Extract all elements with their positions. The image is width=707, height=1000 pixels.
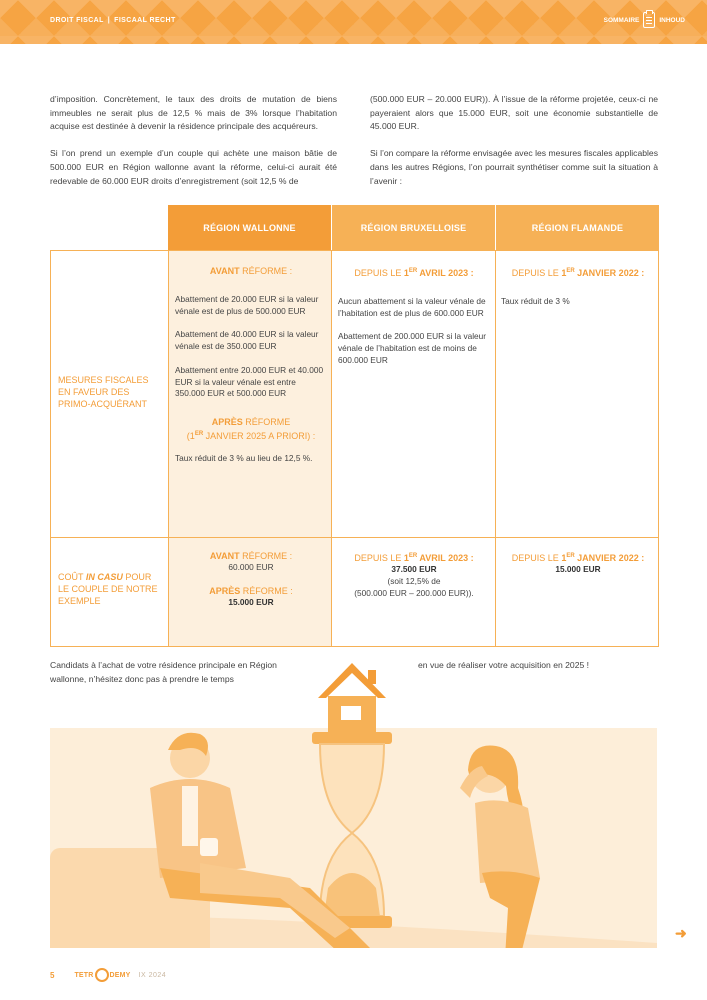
- summary-link-nl[interactable]: INHOUD: [659, 16, 685, 24]
- house-icon: [318, 663, 386, 732]
- cell-wallonie-measures: [175, 265, 327, 477]
- page-footer: [50, 967, 166, 983]
- cell-text: Abattement de 200.000 EUR si la valeur vénale de l’habitation est de moins de 600.000 EUR: [338, 331, 487, 365]
- summary-link-fr[interactable]: SOMMAIRE: [603, 16, 640, 24]
- body-paragraph: d’imposition. Concrètement, le taux des droits de mutation de biens immeubles ne serait plus de 12,5 % mais de 3% lorsque l’habitation acquise est destinée à devenir la résidence principale des acquéreurs.: [50, 94, 337, 132]
- cell-bruxelles-cost: [334, 550, 494, 599]
- since-april-heading: DEPUIS LE 1ER AVRIL 2023 :: [354, 553, 474, 563]
- after-reform-heading: APRÈS RÉFORME :: [209, 585, 293, 596]
- cost-note: (soit 12,5% de: [387, 575, 441, 586]
- body-column-right: [370, 93, 658, 202]
- cell-text: Abattement de 40.000 EUR si la valeur vénale est de 350.000 EUR: [175, 329, 319, 352]
- cell-text: Abattement entre 20.000 EUR et 40.000 EUR si la valeur vénale est entre 350.000 EUR et 500.000 EUR: [175, 364, 324, 399]
- body-paragraph: Si l’on prend un exemple d’un couple qui achète une maison bâtie de 500.000 EUR en Région wallonne avant la réforme, celui-ci aurait été redevable de 60.000 EUR droits d’enregistrement (soit 12,5 % de: [50, 148, 337, 186]
- cell-bruxelles-measures: [338, 265, 490, 379]
- section-title: DROIT FISCAL | FISCAAL RECHT: [50, 17, 176, 24]
- page-number: 5: [50, 970, 55, 980]
- next-page-arrow-icon[interactable]: ➜: [675, 925, 687, 941]
- cell-flandre-cost: [499, 550, 657, 576]
- header-flandre: RÉGION FLAMANDE: [495, 205, 659, 250]
- divider: [168, 250, 169, 647]
- row-divider: [50, 537, 659, 538]
- cost-before: 60.000 EUR: [228, 562, 274, 572]
- before-reform-heading: AVANT RÉFORME :: [209, 266, 293, 276]
- comparison-table: [50, 205, 659, 647]
- body-paragraph: (500.000 EUR – 20.000 EUR)). À l’issue de la réforme projetée, ceux-ci ne payeraient alors que 15.000 EUR, soit une économie substantielle de 45.000 EUR.: [370, 94, 658, 132]
- cell-text: Taux réduit de 3 %: [501, 296, 570, 306]
- couple-hourglass-illustration: [50, 628, 657, 948]
- summary-nav[interactable]: [604, 12, 685, 28]
- closing-text-left: Candidats à l’achat de votre résidence principale en Région wallonne, n’hésitez donc pas à prendre le temps: [50, 660, 277, 684]
- header-bruxelles: RÉGION BRUXELLOISE: [331, 205, 495, 250]
- cost-note: (500.000 EUR – 200.000 EUR)).: [354, 587, 474, 598]
- since-january-heading: DEPUIS LE 1ER JANVIER 2022 :: [511, 553, 645, 563]
- edition-label: IX 2024: [138, 971, 167, 979]
- cost-amount: 15.000 EUR: [555, 564, 601, 574]
- cell-text: Aucun abattement si la valeur vénale de l’habitation est de plus de 600.000 EUR: [338, 296, 486, 318]
- cell-text: Abattement de 20.000 EUR si la valeur vénale est de plus de 500.000 EUR: [175, 294, 319, 316]
- section-title-fr: DROIT FISCAL: [50, 17, 104, 24]
- cell-flandre-measures: [501, 265, 655, 320]
- cost-after: 15.000 EUR: [228, 596, 274, 607]
- after-reform-heading: APRÈS RÉFORME (1ER JANVIER 2025 A PRIORI) :: [186, 417, 316, 442]
- divider: [331, 250, 332, 647]
- row-label-cost: COÛT IN CASU POUR LE COUPLE DE NOTRE EXEMPLE: [58, 572, 158, 606]
- tetracademy-logo: TETR DEMY: [74, 968, 130, 982]
- cell-wallonie-cost: [175, 550, 327, 609]
- clipboard-icon[interactable]: [643, 12, 655, 28]
- body-paragraph: Si l’on compare la réforme envisagée avec les mesures fiscales applicables dans les autres Régions, l’on pourrait synthétiser comme suit la situation à l’avenir :: [370, 148, 658, 186]
- logo-badge-icon: [95, 968, 109, 982]
- before-reform-heading: AVANT RÉFORME :: [209, 551, 293, 561]
- since-april-heading: DEPUIS LE 1ER AVRIL 2023 :: [354, 268, 474, 278]
- divider: [495, 250, 496, 647]
- cell-text: Taux réduit de 3 % au lieu de 12,5 %.: [175, 453, 313, 464]
- row-label-measures: MESURES FISCALES EN FAVEUR DES PRIMO-ACQUÉRANT: [58, 375, 149, 409]
- header-wallonie: RÉGION WALLONNE: [168, 205, 331, 250]
- body-column-left: [50, 93, 337, 202]
- header-bar: [0, 0, 707, 44]
- closing-text-right: en vue de réaliser votre acquisition en 2025 !: [418, 660, 590, 670]
- since-january-heading: DEPUIS LE 1ER JANVIER 2022 :: [511, 268, 645, 278]
- cost-amount: 37.500 EUR: [391, 564, 437, 574]
- section-title-nl: FISCAAL RECHT: [114, 17, 176, 24]
